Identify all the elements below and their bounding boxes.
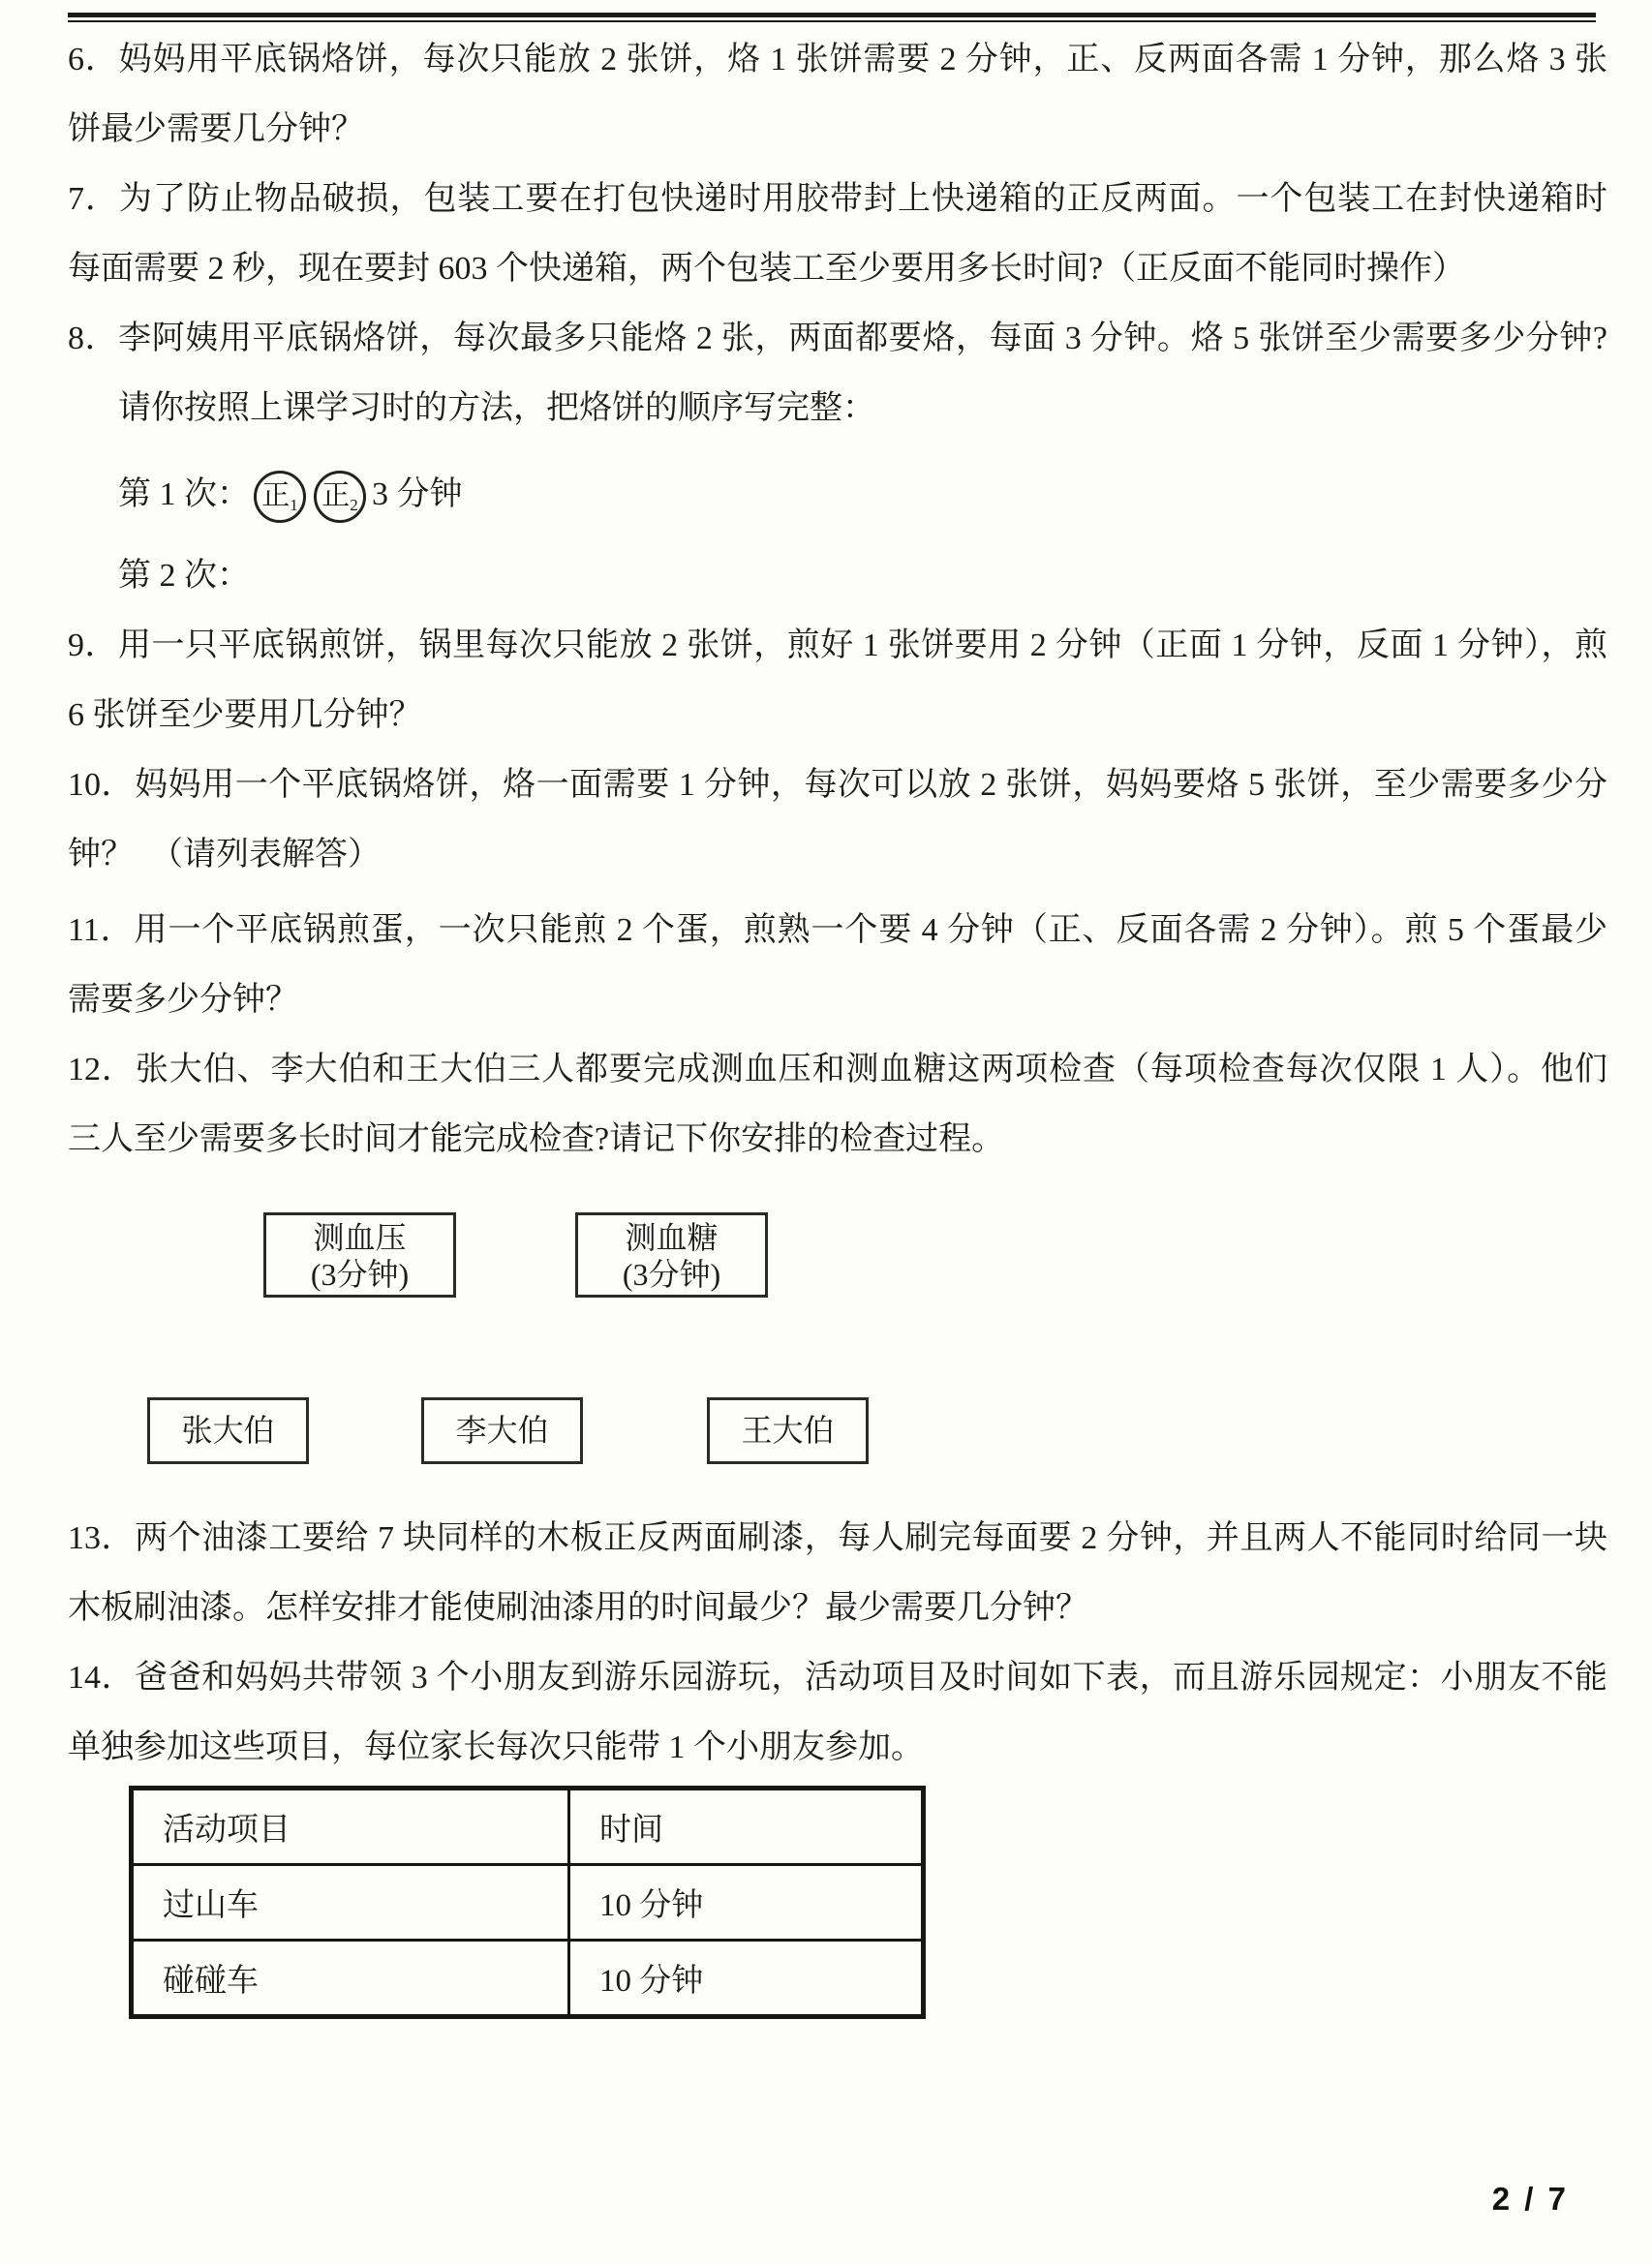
- person-box-li: 李大伯: [421, 1397, 583, 1464]
- problem12-line1: 12．张大伯、李大伯和王大伯三人都要完成测血压和测血糖这两项检查（每项检查每次仅限 1 人）。他们: [68, 1052, 1607, 1087]
- problem13-line1: 13．两个油漆工要给 7 块同样的木板正反两面刷漆，每人刷完每面要 2 分钟，并且两人不能同时给同一块: [68, 1520, 1607, 1556]
- problem8-line2: 请你按照上课学习时的方法，把烙饼的顺序写完整：: [118, 390, 875, 426]
- problem10-line1: 10．妈妈用一个平底锅烙饼，烙一面需要 1 分钟，每次可以放 2 张饼，妈妈要烙 5 张饼，至少需要多少分: [68, 767, 1607, 803]
- cell-activity: 碰碰车: [132, 1941, 569, 2017]
- problem12-test-diagram: [68, 1212, 1607, 1298]
- problem8-step1-row: [68, 460, 1607, 530]
- pancake1-icon: 正$_1$: [254, 471, 306, 523]
- step1-label: 第 1 次：: [118, 476, 250, 512]
- problem9-line2: 6 张饼至少要用几分钟？: [68, 697, 422, 733]
- blood-pressure-box: [263, 1212, 456, 1298]
- test-name: 测血糖: [625, 1220, 719, 1255]
- header-activity: 活动项目: [132, 1789, 569, 1865]
- problem8-line1: 8．李阿姨用平底锅烙饼，每次最多只能烙 2 张，两面都要烙，每面 3 分钟。烙 5 张饼至少需要多少分钟?: [68, 321, 1607, 356]
- problem12-people-diagram: [68, 1397, 1607, 1464]
- activity-time-table: [129, 1786, 926, 2019]
- person-box-zhang: 张大伯: [147, 1397, 309, 1464]
- cell-activity: 过山车: [132, 1865, 569, 1941]
- table-header-row: [132, 1789, 924, 1865]
- problem14-line2: 单独参加这些项目，每位家长每次只能带 1 个小朋友参加。: [68, 1729, 924, 1765]
- step2-label: 第 2 次：: [118, 558, 250, 594]
- test-name: 测血压: [313, 1220, 407, 1255]
- worksheet-body: [68, 25, 1607, 2019]
- problem12-line2: 三人至少需要多长时间才能完成检查?请记下你安排的检查过程。: [68, 1121, 1005, 1157]
- header-rule: [68, 13, 1596, 22]
- test-time: (3分钟): [310, 1257, 410, 1292]
- problem7-line2: 每面需要 2 秒，现在要封 603 个快递箱，两个包装工至少要用多长时间?（正反面不能同时操作）: [68, 251, 1466, 287]
- table-row: [132, 1865, 924, 1941]
- person-box-wang: 王大伯: [707, 1397, 869, 1464]
- header-time: 时间: [569, 1789, 924, 1865]
- blood-sugar-box: [575, 1212, 768, 1298]
- problem10-line2: 钟？ （请列表解答）: [68, 837, 381, 872]
- problem7-line1: 7．为了防止物品破损，包装工要在打包快递时用胶带封上快递箱的正反两面。一个包装工在封快递箱时: [68, 181, 1607, 217]
- table-row: [132, 1941, 924, 2017]
- pancake2-icon: 正$_2$: [314, 471, 366, 523]
- cell-time: 10 分钟: [569, 1941, 924, 2017]
- page-number: 2 / 7: [1491, 2181, 1569, 2217]
- problem6-line1: 6．妈妈用平底锅烙饼，每次只能放 2 张饼，烙 1 张饼需要 2 分钟，正、反两面各需 1 分钟，那么烙 3 张: [68, 42, 1607, 77]
- step1-time: 3 分钟: [372, 476, 463, 512]
- problem9-line1: 9．用一只平底锅煎饼，锅里每次只能放 2 张饼，煎好 1 张饼要用 2 分钟（正面 1 分钟，反面 1 分钟），煎: [68, 627, 1607, 663]
- problem6-line2: 饼最少需要几分钟？: [68, 111, 364, 147]
- problem13-line2: 木板刷油漆。怎样安排才能使刷油漆用的时间最少？最少需要几分钟？: [68, 1590, 1088, 1626]
- test-time: (3分钟): [622, 1257, 721, 1292]
- problem8-step2-row: [68, 541, 1607, 611]
- cell-time: 10 分钟: [569, 1865, 924, 1941]
- problem11-line2: 需要多少分钟？: [68, 982, 298, 1018]
- problem11-line1: 11．用一个平底锅煎蛋，一次只能煎 2 个蛋，煎熟一个要 4 分钟（正、反面各需 2 分钟）。煎 5 个蛋最少: [68, 912, 1607, 948]
- problem14-line1: 14．爸爸和妈妈共带领 3 个小朋友到游乐园游玩，活动项目及时间如下表，而且游乐园规定：小朋友不能: [68, 1660, 1607, 1696]
